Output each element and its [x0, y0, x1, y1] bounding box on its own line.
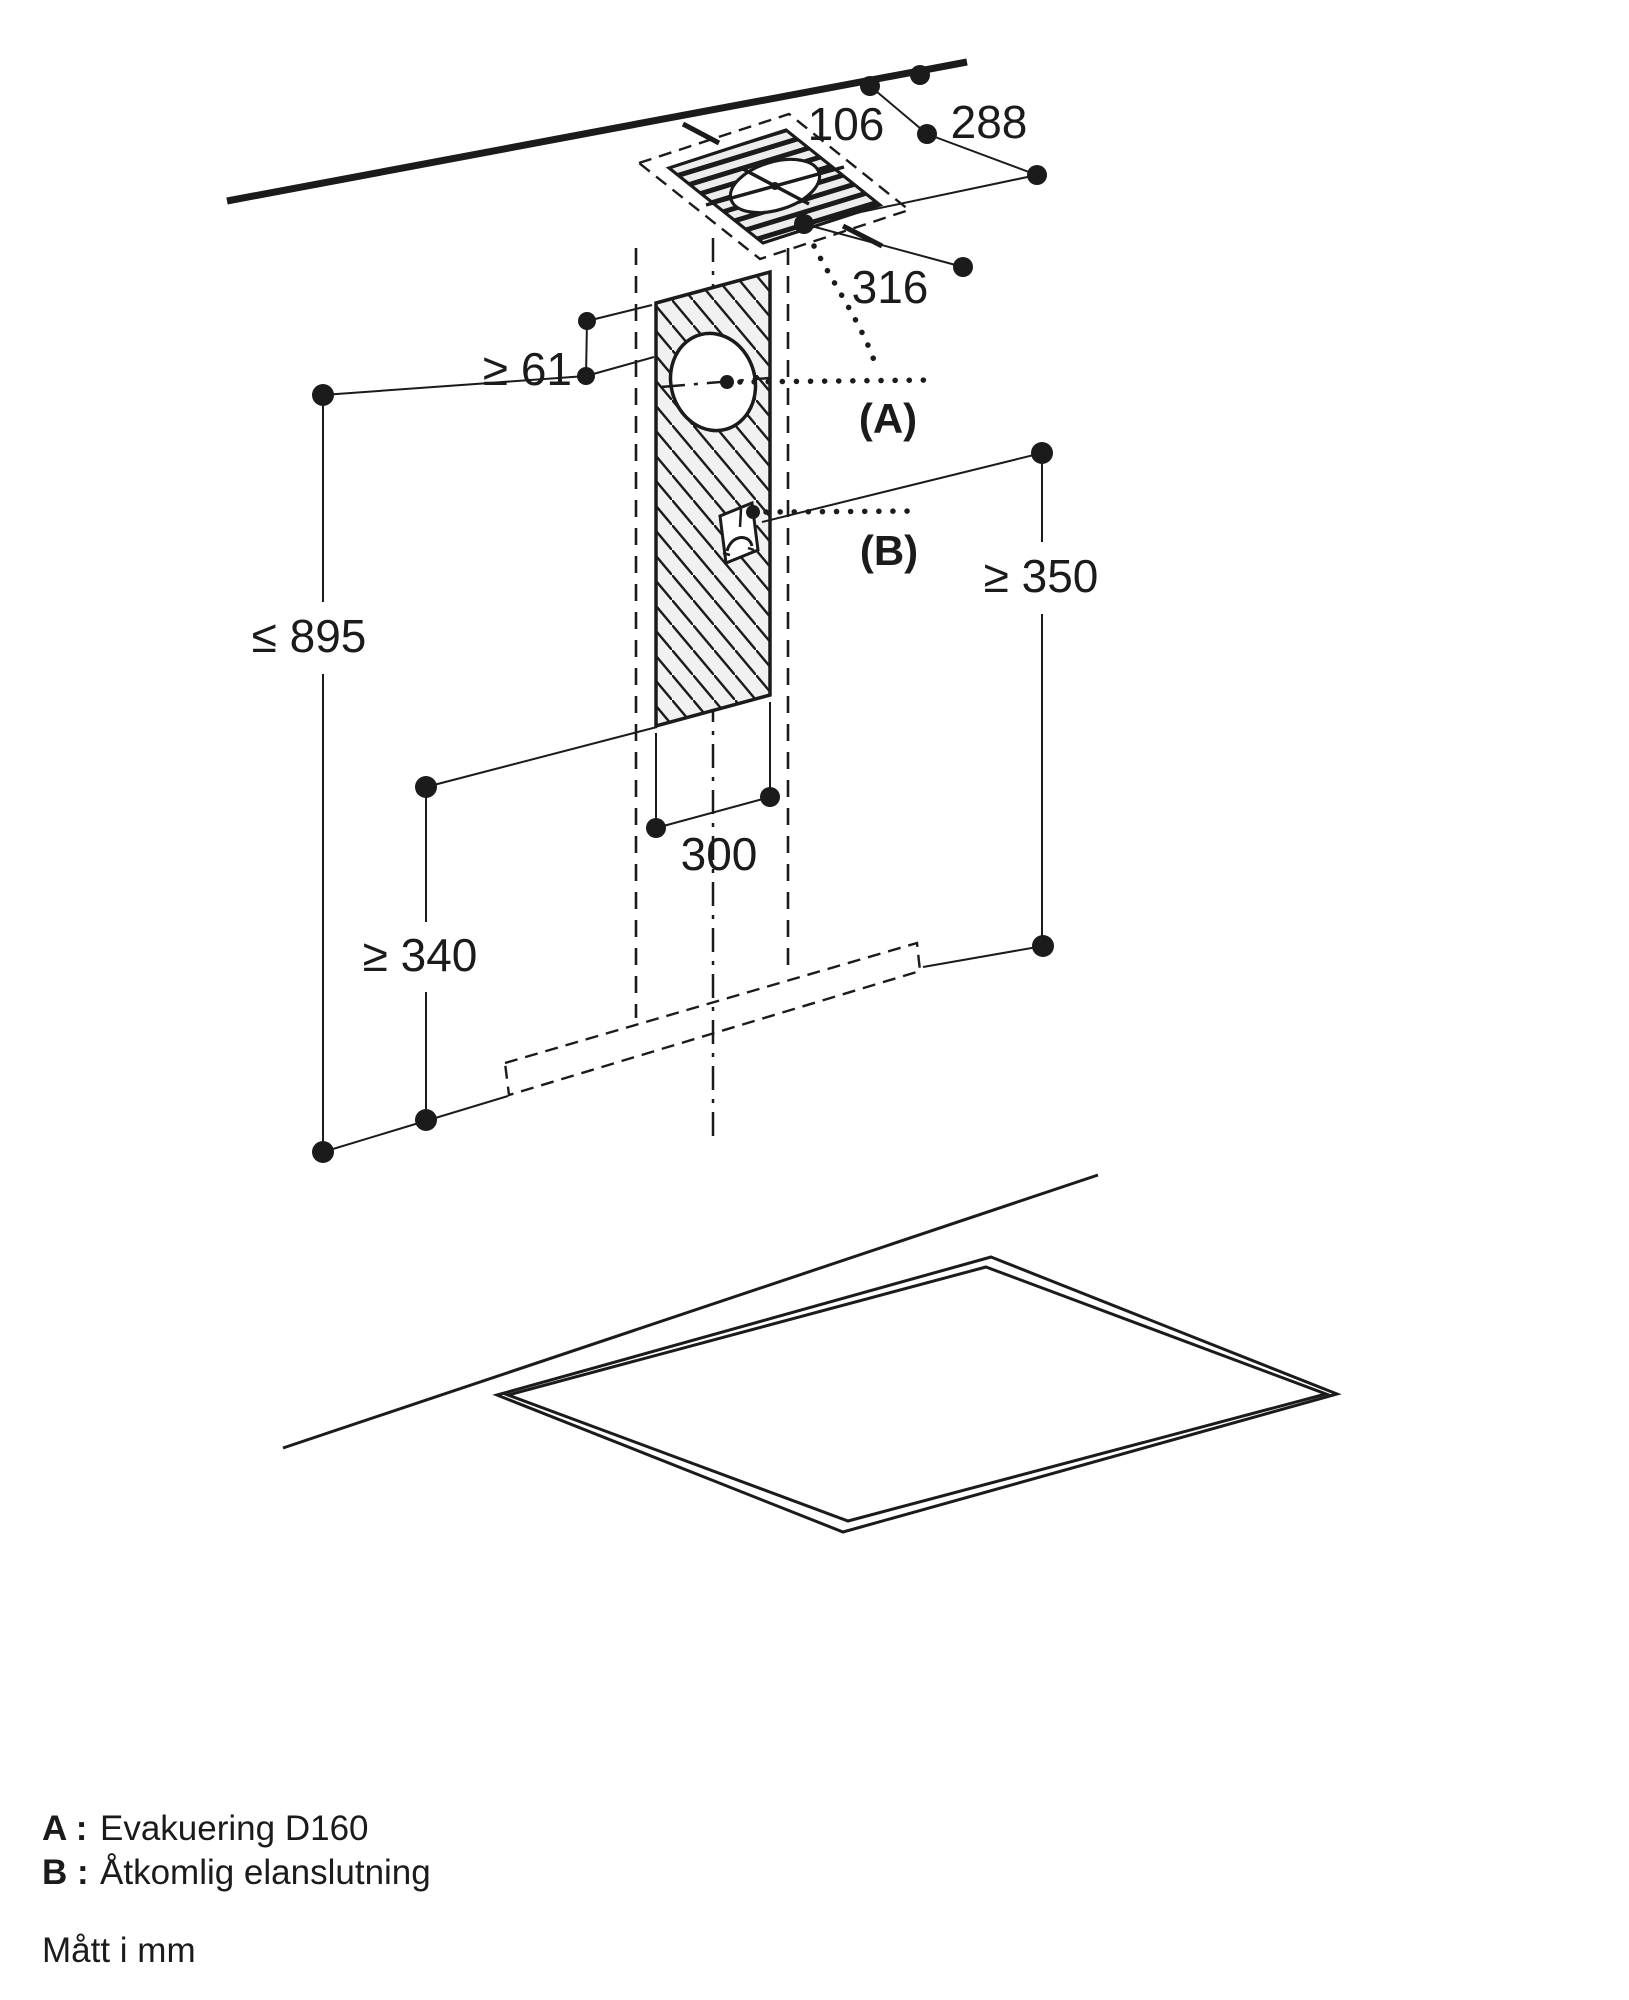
dimension-dot — [953, 257, 973, 277]
legend-b-key: B : — [42, 1853, 89, 1892]
leader-line — [323, 1096, 508, 1152]
dim-316-label: 316 — [851, 261, 929, 313]
legend-b-text: Åtkomlig elanslutning — [100, 1853, 431, 1892]
dim-300-label: 300 — [680, 828, 758, 880]
duct-axis-tick — [683, 124, 719, 143]
dimension-dot — [760, 787, 780, 807]
dimension-dot — [917, 124, 937, 144]
leader-line — [762, 453, 1042, 522]
legend-a-text: Evakuering D160 — [100, 1809, 369, 1848]
dimension-dot — [312, 384, 334, 406]
dimension-dot — [646, 818, 666, 838]
dimension-dot — [1027, 165, 1047, 185]
dim-350-label: ≥ 350 — [983, 550, 1099, 602]
duct-center-dot — [720, 375, 734, 389]
electrical-point-dot — [746, 505, 760, 519]
countertop-edge-line — [283, 1175, 1098, 1448]
dimension-dot — [794, 214, 814, 234]
callout-b-label: (B) — [859, 527, 919, 574]
electrical-symbol-stem — [740, 509, 741, 527]
leader-line — [587, 305, 652, 321]
dim-61-label: ≥ 61 — [482, 343, 572, 395]
dim-288-label: 288 — [950, 96, 1028, 148]
units-note: Mått i mm — [42, 1931, 196, 1970]
legend-a-key: A : — [42, 1809, 88, 1848]
dim-895-label: ≤ 895 — [251, 610, 367, 662]
cooktop-outline-inner — [508, 1267, 1326, 1521]
leader-line — [426, 727, 657, 787]
dimension-dot — [415, 776, 437, 798]
cooktop-outline-outer — [497, 1257, 1337, 1532]
leader-line — [923, 946, 1043, 967]
callout-a-dotted-line — [740, 380, 930, 382]
leader-line — [586, 357, 654, 376]
dimension-dot — [1031, 442, 1053, 464]
dimension-dot — [860, 76, 880, 96]
crosshair-center-dot — [771, 182, 779, 190]
callout-a-label: (A) — [858, 395, 918, 442]
dimension-dot — [910, 65, 930, 85]
dim-106-label: 106 — [807, 98, 885, 150]
dim-340-label: ≥ 340 — [362, 929, 478, 981]
dimension-dot — [577, 367, 595, 385]
dimension-dot — [578, 312, 596, 330]
